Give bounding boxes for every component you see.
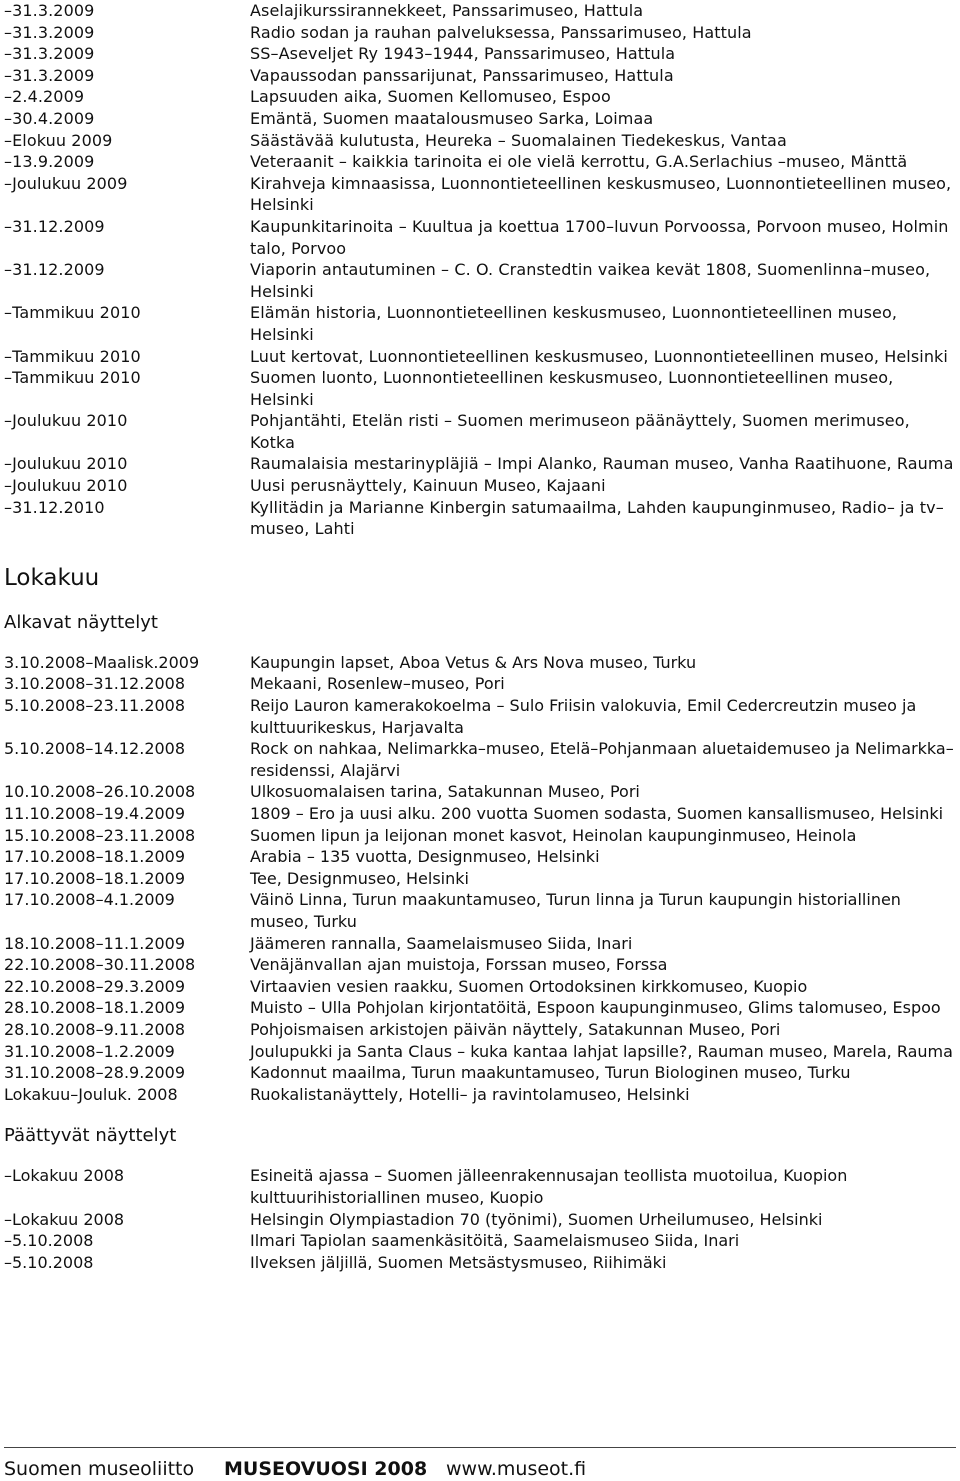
exhibition-text: Vapaussodan panssarijunat, Panssarimuseo, Hattula bbox=[250, 65, 674, 85]
exhibition-text: Arabia – 135 vuotta, Designmuseo, Helsinki bbox=[250, 847, 600, 867]
exhibition-text: Helsingin Olympiastadion 70 (työnimi), Suomen Urheilumuseo, Helsinki bbox=[250, 1209, 823, 1229]
exhibition-text: Luut kertovat, Luonnontieteellinen keskusmuseo, Luonnontieteellinen museo, Helsinki bbox=[250, 346, 948, 366]
list-item bbox=[4, 302, 956, 345]
exhibition-text: Suomen luonto, Luonnontieteellinen keskusmuseo, Luonnontieteellinen museo, Helsinki bbox=[250, 368, 894, 409]
month-heading: Lokakuu bbox=[4, 564, 100, 591]
list-item bbox=[4, 151, 956, 173]
exhibition-date: –30.4.2009 bbox=[4, 108, 95, 128]
exhibition-text: Joulupukki ja Santa Claus – kuka kantaa lahjat lapsille?, Rauman museo, Marela, Rauma bbox=[250, 1041, 953, 1061]
list-item bbox=[4, 410, 956, 453]
footer-organization: Suomen museoliitto bbox=[4, 1458, 195, 1480]
exhibition-date: –Tammikuu 2010 bbox=[4, 303, 141, 323]
exhibition-date: –5.10.2008 bbox=[4, 1252, 94, 1272]
exhibition-date: 17.10.2008–18.1.2009 bbox=[4, 847, 186, 867]
list-item bbox=[4, 695, 956, 738]
footer-title: MUSEOVUOSI 2008 bbox=[224, 1458, 428, 1480]
exhibition-date: –13.9.2009 bbox=[4, 152, 95, 172]
footer-url: www.museot.fi bbox=[446, 1458, 587, 1480]
exhibition-text: Uusi perusnäyttely, Kainuun Museo, Kajaani bbox=[250, 476, 606, 496]
list-item bbox=[4, 453, 956, 475]
list-item bbox=[4, 673, 956, 695]
exhibition-text: Kaupungin lapset, Aboa Vetus & Ars Nova museo, Turku bbox=[250, 652, 697, 672]
document-page bbox=[4, 0, 956, 1273]
list-item bbox=[4, 259, 956, 302]
exhibition-text: Ruokalistanäyttely, Hotelli– ja ravintolamuseo, Helsinki bbox=[250, 1084, 690, 1104]
exhibition-date: 28.10.2008–18.1.2009 bbox=[4, 998, 186, 1018]
exhibition-date: 15.10.2008–23.11.2008 bbox=[4, 825, 196, 845]
exhibition-text: Jäämeren rannalla, Saamelaismuseo Siida, Inari bbox=[250, 933, 633, 953]
list-item bbox=[4, 954, 956, 976]
exhibition-text: Kaupunkitarinoita – Kuultua ja koettua 1700–luvun Porvoossa, Porvoon museo, Holmin talo, Porvoo bbox=[250, 216, 949, 258]
footer-divider bbox=[4, 1447, 956, 1448]
list-item bbox=[4, 1209, 956, 1231]
exhibition-text: Veteraanit – kaikkia tarinoita ei ole vielä kerrottu, G.A.Serlachius –museo, Mänttä bbox=[250, 152, 908, 172]
exhibition-date: –5.10.2008 bbox=[4, 1231, 94, 1251]
exhibition-date: 5.10.2008–14.12.2008 bbox=[4, 739, 186, 759]
exhibition-date: Lokakuu–Jouluk. 2008 bbox=[4, 1084, 178, 1104]
list-item bbox=[4, 976, 956, 998]
exhibition-date: –31.3.2009 bbox=[4, 65, 95, 85]
exhibition-text: Kadonnut maailma, Turun maakuntamuseo, Turun Biologinen museo, Turku bbox=[250, 1063, 851, 1083]
exhibition-date: –Elokuu 2009 bbox=[4, 130, 113, 150]
exhibition-text: Radio sodan ja rauhan palveluksessa, Panssarimuseo, Hattula bbox=[250, 22, 752, 42]
exhibition-text: Emäntä, Suomen maatalousmuseo Sarka, Loimaa bbox=[250, 108, 654, 128]
exhibition-date: 5.10.2008–23.11.2008 bbox=[4, 696, 186, 716]
exhibition-text: Raumalaisia mestarinypläjiä – Impi Alanko, Rauman museo, Vanha Raatihuone, Rauma bbox=[250, 454, 954, 474]
exhibition-text: Mekaani, Rosenlew–museo, Pori bbox=[250, 674, 505, 694]
list-item bbox=[4, 1041, 956, 1063]
exhibition-text: Väinö Linna, Turun maakuntamuseo, Turun linna ja Turun kaupungin historiallinen museo, Turku bbox=[250, 890, 901, 931]
exhibition-date: –Joulukuu 2009 bbox=[4, 173, 128, 193]
list-item bbox=[4, 1062, 956, 1084]
page-footer bbox=[4, 1458, 586, 1480]
exhibition-text: SS–Aseveljet Ry 1943–1944, Panssarimuseo, Hattula bbox=[250, 44, 676, 64]
list-item bbox=[4, 652, 956, 674]
list-item bbox=[4, 868, 956, 890]
list-item bbox=[4, 1252, 956, 1274]
exhibition-text: Reijo Lauron kamerakokoelma – Sulo Friisin valokuvia, Emil Cedercreutzin museo ja kulttuurikeskus, Harjavalta bbox=[250, 696, 917, 737]
exhibition-text: Ilveksen jäljillä, Suomen Metsästysmuseo, Riihimäki bbox=[250, 1252, 667, 1272]
exhibition-date: 31.10.2008–1.2.2009 bbox=[4, 1041, 175, 1061]
list-item bbox=[4, 738, 956, 781]
exhibition-date: 22.10.2008–29.3.2009 bbox=[4, 976, 186, 996]
exhibition-date: 11.10.2008–19.4.2009 bbox=[4, 804, 186, 823]
exhibition-text: Esineitä ajassa – Suomen jälleenrakennusajan teollista muotoilua, Kuopion kulttuurihistoriallinen museo, Kuopio bbox=[250, 1166, 848, 1207]
list-item bbox=[4, 1230, 956, 1252]
list-item bbox=[4, 475, 956, 497]
exhibition-date: –Joulukuu 2010 bbox=[4, 411, 128, 431]
exhibition-date: –Lokakuu 2008 bbox=[4, 1166, 125, 1186]
exhibition-date: –31.3.2009 bbox=[4, 22, 95, 42]
list-item bbox=[4, 173, 956, 216]
exhibition-date: 17.10.2008–18.1.2009 bbox=[4, 868, 186, 888]
list-item bbox=[4, 1019, 956, 1041]
exhibition-date: 22.10.2008–30.11.2008 bbox=[4, 955, 196, 975]
exhibition-text: Venäjänvallan ajan muistoja, Forssan museo, Forssa bbox=[250, 955, 668, 975]
exhibition-text: Pohjoismaisen arkistojen päivän näyttely, Satakunnan Museo, Pori bbox=[250, 1019, 781, 1039]
exhibition-text: Suomen lipun ja leijonan monet kasvot, Heinolan kaupunginmuseo, Heinola bbox=[250, 825, 857, 845]
exhibition-date: –31.12.2010 bbox=[4, 497, 105, 517]
list-item bbox=[4, 108, 956, 130]
exhibition-text: Ilmari Tapiolan saamenkäsitöitä, Saamelaismuseo Siida, Inari bbox=[250, 1231, 740, 1251]
list-item bbox=[4, 997, 956, 1019]
exhibition-text: Viaporin antautuminen – C. O. Cranstedtin vaikea kevät 1808, Suomenlinna–museo, Helsinki bbox=[250, 260, 931, 301]
exhibition-text: Lapsuuden aika, Suomen Kellomuseo, Espoo bbox=[250, 87, 611, 107]
exhibition-date: –31.3.2009 bbox=[4, 1, 95, 20]
list-item bbox=[4, 1084, 956, 1106]
ending-exhibitions-heading: Päättyvät näyttelyt bbox=[4, 1125, 177, 1147]
exhibition-date: –Joulukuu 2010 bbox=[4, 476, 128, 496]
exhibition-date: –31.3.2009 bbox=[4, 44, 95, 64]
exhibition-text: Elämän historia, Luonnontieteellinen keskusmuseo, Luonnontieteellinen museo, Helsinki bbox=[250, 303, 898, 344]
list-item bbox=[4, 86, 956, 108]
exhibition-text: Rock on nahkaa, Nelimarkka–museo, Etelä–Pohjanmaan aluetaidemuseo ja Nelimarkka–residenssi, Alajärvi bbox=[250, 739, 954, 780]
exhibition-text: Muisto – Ulla Pohjolan kirjontatöitä, Espoon kaupunginmuseo, Glims talomuseo, Espoo bbox=[250, 998, 941, 1018]
list-item bbox=[4, 933, 956, 955]
exhibition-date: –2.4.2009 bbox=[4, 87, 85, 107]
exhibition-text: Kirahveja kimnaasissa, Luonnontieteellinen keskusmuseo, Luonnontieteellinen museo, Helsinki bbox=[250, 173, 952, 215]
exhibition-date: 3.10.2008–Maalisk.2009 bbox=[4, 652, 200, 672]
list-item bbox=[4, 781, 956, 803]
ending-exhibitions-list bbox=[4, 1165, 956, 1273]
exhibition-text: Aselajikurssirannekkeet, Panssarimuseo, Hattula bbox=[250, 1, 644, 20]
ongoing-exhibitions-list bbox=[4, 0, 956, 540]
exhibition-date: –Tammikuu 2010 bbox=[4, 368, 141, 388]
exhibition-date: 3.10.2008–31.12.2008 bbox=[4, 674, 186, 694]
starting-exhibitions-list bbox=[4, 652, 956, 1105]
exhibition-text: Pohjantähti, Etelän risti – Suomen merimuseon päänäyttely, Suomen merimuseo, Kotka bbox=[250, 411, 910, 452]
starting-exhibitions-heading: Alkavat näyttelyt bbox=[4, 611, 158, 633]
exhibition-date: 28.10.2008–9.11.2008 bbox=[4, 1019, 186, 1039]
exhibition-text: Ulkosuomalaisen tarina, Satakunnan Museo, Pori bbox=[250, 782, 640, 802]
exhibition-date: 10.10.2008–26.10.2008 bbox=[4, 782, 196, 802]
exhibition-date: –31.12.2009 bbox=[4, 260, 105, 280]
exhibition-date: 31.10.2008–28.9.2009 bbox=[4, 1063, 186, 1083]
exhibition-date: –Lokakuu 2008 bbox=[4, 1209, 125, 1229]
exhibition-text: 1809 – Ero ja uusi alku. 200 vuotta Suomen sodasta, Suomen kansallismuseo, Helsinki bbox=[250, 804, 944, 823]
exhibition-date: 17.10.2008–4.1.2009 bbox=[4, 890, 175, 910]
list-item bbox=[4, 22, 956, 44]
list-item bbox=[4, 889, 956, 932]
exhibition-text: Tee, Designmuseo, Helsinki bbox=[250, 868, 469, 888]
list-item bbox=[4, 825, 956, 847]
exhibition-text: Kyllitädin ja Marianne Kinbergin satumaailma, Lahden kaupunginmuseo, Radio– ja tv–museo, Lahti bbox=[250, 497, 944, 539]
exhibition-text: Virtaavien vesien raakku, Suomen Ortodoksinen kirkkomuseo, Kuopio bbox=[250, 976, 808, 996]
list-item bbox=[4, 43, 956, 65]
list-item bbox=[4, 1165, 956, 1208]
list-item bbox=[4, 497, 956, 540]
exhibition-text: Säästävää kulutusta, Heureka – Suomalainen Tiedekeskus, Vantaa bbox=[250, 130, 787, 150]
exhibition-date: –31.12.2009 bbox=[4, 216, 105, 236]
list-item bbox=[4, 65, 956, 87]
list-item bbox=[4, 803, 956, 825]
list-item bbox=[4, 346, 956, 368]
list-item bbox=[4, 216, 956, 259]
exhibition-date: –Joulukuu 2010 bbox=[4, 454, 128, 474]
exhibition-date: –Tammikuu 2010 bbox=[4, 346, 141, 366]
list-item bbox=[4, 367, 956, 410]
list-item bbox=[4, 130, 956, 152]
list-item bbox=[4, 846, 956, 868]
list-item bbox=[4, 0, 956, 22]
exhibition-date: 18.10.2008–11.1.2009 bbox=[4, 933, 186, 953]
